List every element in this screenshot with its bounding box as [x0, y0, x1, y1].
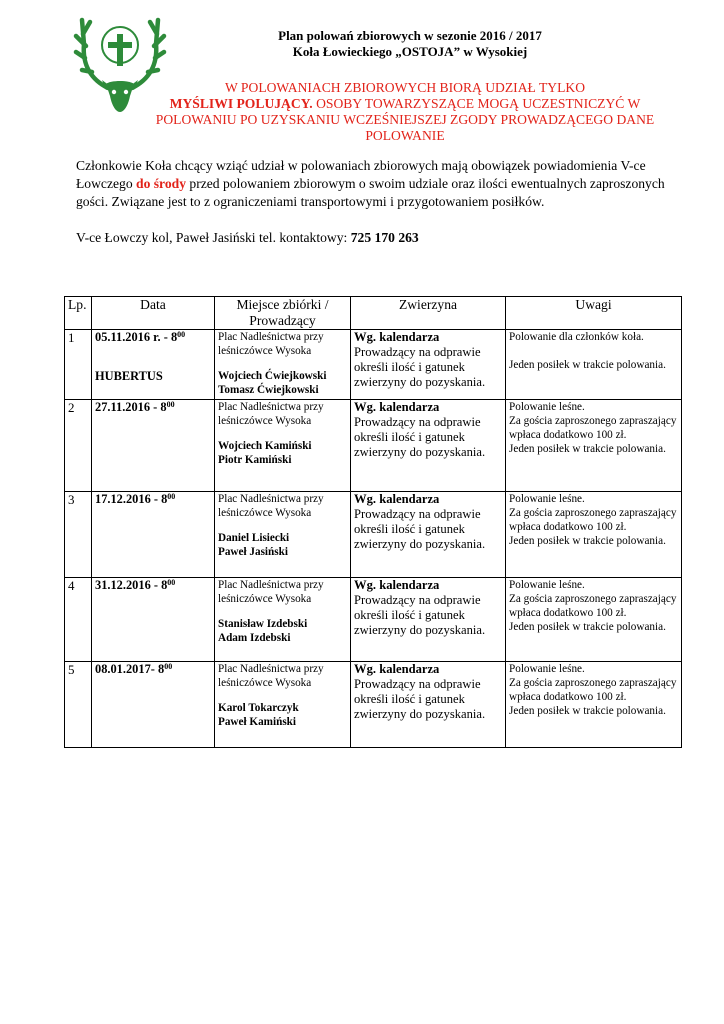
row-notes: Polowanie dla członków koła.: [509, 331, 644, 343]
row-game-heading: Wg. kalendarza: [354, 492, 440, 506]
contact-line: [76, 229, 676, 247]
row-game-cell: [351, 400, 506, 492]
row-place-cell: [215, 492, 351, 578]
row-number: 5: [65, 662, 92, 748]
row-number: 3: [65, 492, 92, 578]
row-leaders: Wojciech Ćwiejkowski Tomasz Ćwiejkowski: [218, 370, 327, 396]
contact-label: V-ce Łowczy kol, Paweł Jasiński tel. kontaktowy:: [76, 230, 351, 245]
row-meeting-place: Plac Nadleśnictwa przy leśniczówce Wysoka: [218, 331, 324, 357]
row-notes-cell: [506, 662, 682, 748]
header-notes: Uwagi: [506, 297, 682, 330]
row-game-text: Prowadzący na odprawie określi ilość i gatunek zwierzyny do pozyskania.: [354, 415, 486, 459]
row-game-heading: Wg. kalendarza: [354, 400, 440, 414]
row-time-minutes: 00: [164, 662, 173, 671]
row-notes-cell: [506, 400, 682, 492]
row-game-text: Prowadzący na odprawie określi ilość i gatunek zwierzyny do pozyskania.: [354, 507, 486, 551]
row-leaders: Karol Tokarczyk Paweł Kamiński: [218, 702, 299, 728]
row-notes: Polowanie leśne. Za gościa zaproszonego zapraszający wpłaca dodatkowo 100 zł. Jeden posiłek w trakcie polowania.: [509, 493, 677, 547]
row-place-cell: [215, 662, 351, 748]
row-place-cell: [215, 400, 351, 492]
row-game-text: Prowadzący na odprawie określi ilość i gatunek zwierzyny do pozyskania.: [354, 345, 486, 389]
table-row: [65, 492, 682, 578]
row-leaders: Stanisław Izdebski Adam Izdebski: [218, 618, 308, 644]
row-game-cell: [351, 662, 506, 748]
row-notes-extra: Jeden posiłek w trakcie polowania.: [509, 359, 666, 371]
table-row: [65, 400, 682, 492]
row-date: 05.11.2016 r. - 8: [95, 330, 178, 344]
title-line-1: Plan polowań zbiorowych w sezonie 2016 / 2017: [278, 28, 542, 43]
row-date-cell: [92, 578, 215, 662]
row-time-minutes: 00: [167, 492, 176, 501]
row-game-cell: [351, 492, 506, 578]
header-date: Data: [92, 297, 215, 330]
row-meeting-place: Plac Nadleśnictwa przy leśniczówce Wysoka: [218, 401, 324, 427]
row-game-text: Prowadzący na odprawie określi ilość i gatunek zwierzyny do pozyskania.: [354, 677, 486, 721]
row-meeting-place: Plac Nadleśnictwa przy leśniczówce Wysoka: [218, 493, 324, 519]
row-leaders: Daniel Lisiecki Paweł Jasiński: [218, 532, 290, 558]
table-row: [65, 578, 682, 662]
table-header-row: [65, 297, 682, 330]
row-notes-cell: [506, 492, 682, 578]
header-game: Zwierzyna: [351, 297, 506, 330]
row-time-minutes: 00: [167, 578, 176, 587]
row-leaders: Wojciech Kamiński Piotr Kamiński: [218, 440, 312, 466]
document-title: [230, 28, 590, 60]
row-game-heading: Wg. kalendarza: [354, 662, 440, 676]
row-meeting-place: Plac Nadleśnictwa przy leśniczówce Wysoka: [218, 663, 324, 689]
row-time-minutes: 00: [166, 400, 175, 409]
row-notes-cell: [506, 578, 682, 662]
row-meeting-place: Plac Nadleśnictwa przy leśniczówce Wysoka: [218, 579, 324, 605]
header-place: Miejsce zbiórki / Prowadzący: [215, 297, 351, 330]
row-date: 08.01.2017- 8: [95, 662, 165, 676]
row-date: 17.12.2016 - 8: [95, 492, 168, 506]
warning-part-2: OSOBY TOWARZYSZĄCE MOGĄ UCZESTNICZYĆ W POLOWANIU PO UZYSKANIU WCZEŚNIEJSZEJ ZGODY PROWADZĄCEGO DANE POLOWANIE: [155, 96, 655, 143]
row-number: 1: [65, 330, 92, 400]
intro-before: Członkowie Koła chcący wziąć udział w polowaniach zbiorowych mają obowiązek powiadomienia V-ce Łowczego: [76, 158, 646, 191]
row-notes: Polowanie leśne. Za gościa zaproszonego zapraszający wpłaca dodatkowo 100 zł. Jeden posiłek w trakcie polowania.: [509, 579, 677, 633]
table-row: [65, 662, 682, 748]
row-place-cell: [215, 578, 351, 662]
row-date-cell: [92, 330, 215, 400]
intro-after: przed polowaniem zbiorowym o swoim udziale oraz ilości ewentualnych zaproszonych gości. Związane jest to z ograniczeniami transportowymi i przygotowaniem posiłków.: [76, 176, 665, 209]
row-notes-cell: [506, 330, 682, 400]
row-notes: Polowanie leśne. Za gościa zaproszonego zapraszający wpłaca dodatkowo 100 zł. Jeden posiłek w trakcie polowania.: [509, 401, 677, 455]
row-game-text: Prowadzący na odprawie określi ilość i gatunek zwierzyny do pozyskania.: [354, 593, 486, 637]
row-game-heading: Wg. kalendarza: [354, 578, 440, 592]
row-number: 2: [65, 400, 92, 492]
row-game-cell: [351, 330, 506, 400]
row-place-cell: [215, 330, 351, 400]
row-game-heading: Wg. kalendarza: [354, 330, 440, 344]
row-number: 4: [65, 578, 92, 662]
table-row: [65, 330, 682, 400]
intro-highlight: do środy: [136, 176, 187, 191]
row-time-minutes: 00: [177, 330, 186, 339]
row-date: 31.12.2016 - 8: [95, 578, 168, 592]
row-date-cell: [92, 662, 215, 748]
title-line-2: Koła Łowieckiego „OSTOJA” w Wysokiej: [292, 44, 528, 59]
row-game-cell: [351, 578, 506, 662]
row-event-name: HUBERTUS: [95, 369, 163, 383]
row-date-cell: [92, 400, 215, 492]
row-date: 27.11.2016 - 8: [95, 400, 167, 414]
warning-bold: MYŚLIWI POLUJĄCY.: [169, 96, 313, 111]
warning-notice: [150, 80, 660, 144]
header-lp: Lp.: [65, 297, 92, 330]
hunting-plan-table: [64, 296, 682, 748]
row-notes: Polowanie leśne. Za gościa zaproszonego zapraszający wpłaca dodatkowo 100 zł. Jeden posiłek w trakcie polowania.: [509, 663, 677, 717]
warning-part-1: W POLOWANIACH ZBIOROWYCH BIORĄ UDZIAŁ TYLKO: [224, 80, 586, 95]
row-date-cell: [92, 492, 215, 578]
intro-paragraph: [76, 157, 676, 211]
contact-phone: 725 170 263: [350, 230, 419, 245]
